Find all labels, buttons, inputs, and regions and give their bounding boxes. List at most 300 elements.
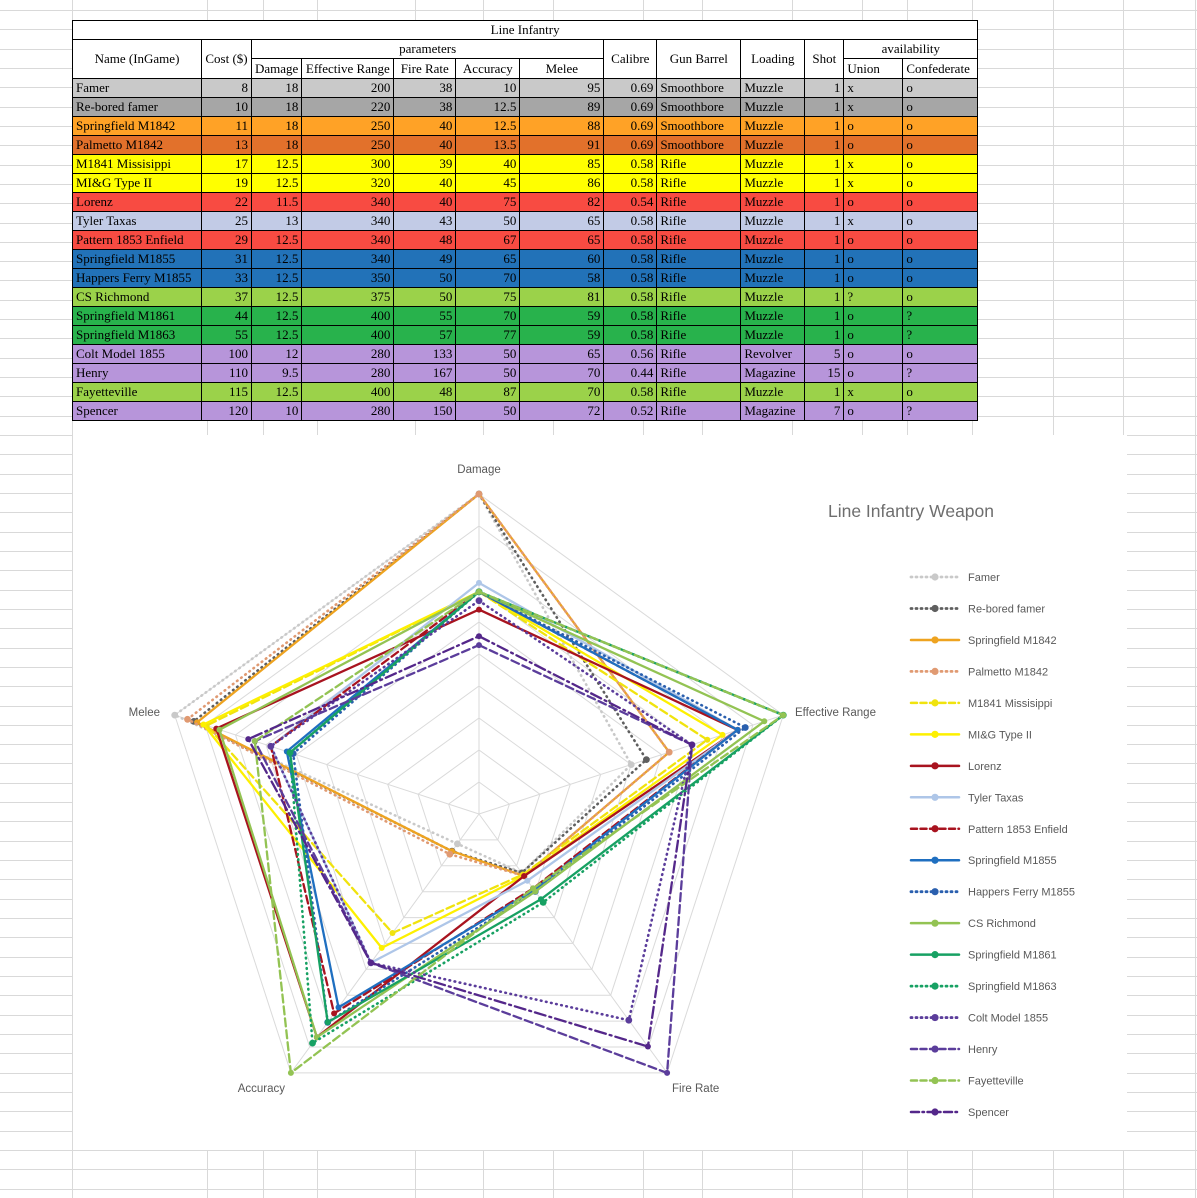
calibre-cell[interactable]: 0.44 xyxy=(604,364,657,383)
damage-cell[interactable]: 18 xyxy=(252,79,302,98)
calibre-cell[interactable]: 0.58 xyxy=(604,212,657,231)
melee-cell[interactable]: 70 xyxy=(520,383,604,402)
header-parameters-group[interactable]: parameters xyxy=(252,40,604,59)
confederate-availability-cell[interactable]: o xyxy=(903,269,978,288)
loading-cell[interactable]: Magazine xyxy=(741,364,805,383)
header-cost[interactable]: Cost ($) xyxy=(202,40,252,79)
damage-cell[interactable]: 11.5 xyxy=(252,193,302,212)
series-marker-tyler-taxas xyxy=(524,878,530,884)
melee-cell[interactable]: 89 xyxy=(520,98,604,117)
cost-cell[interactable]: 115 xyxy=(202,383,252,402)
effective-range-cell[interactable]: 400 xyxy=(302,307,394,326)
accuracy-cell[interactable]: 87 xyxy=(456,383,520,402)
series-marker-palmetto-m1842 xyxy=(666,749,673,756)
gun-barrel-cell[interactable]: Rifle xyxy=(657,307,741,326)
effective-range-cell[interactable]: 300 xyxy=(302,155,394,174)
union-availability-cell[interactable]: o xyxy=(844,326,903,345)
fire-rate-cell[interactable]: 48 xyxy=(394,231,456,250)
gun-barrel-cell[interactable]: Rifle xyxy=(657,288,741,307)
accuracy-cell[interactable]: 12.5 xyxy=(456,117,520,136)
confederate-availability-cell[interactable]: o xyxy=(903,174,978,193)
damage-cell[interactable]: 18 xyxy=(252,136,302,155)
fire-rate-cell[interactable]: 40 xyxy=(394,174,456,193)
header-availability-group[interactable]: availability xyxy=(844,40,978,59)
legend-label: Lorenz xyxy=(968,760,1002,773)
calibre-cell[interactable]: 0.58 xyxy=(604,269,657,288)
gun-barrel-cell[interactable]: Rifle xyxy=(657,250,741,269)
cost-cell[interactable]: 37 xyxy=(202,288,252,307)
legend-item-fayetteville[interactable] xyxy=(911,1076,1024,1088)
effective-range-cell[interactable]: 200 xyxy=(302,79,394,98)
header-name[interactable]: Name (InGame) xyxy=(73,40,202,79)
melee-cell[interactable]: 81 xyxy=(520,288,604,307)
series-marker-fayetteville xyxy=(530,885,536,891)
header-loading[interactable]: Loading xyxy=(741,40,805,79)
legend-item-mi-g-type-ii[interactable] xyxy=(911,729,1032,741)
cost-cell[interactable]: 25 xyxy=(202,212,252,231)
loading-cell[interactable]: Muzzle xyxy=(741,174,805,193)
calibre-cell[interactable]: 0.69 xyxy=(604,117,657,136)
confederate-availability-cell[interactable]: o xyxy=(903,212,978,231)
axis-label-effective-range: Effective Range xyxy=(795,707,876,719)
melee-cell[interactable]: 65 xyxy=(520,231,604,250)
loading-cell[interactable]: Muzzle xyxy=(741,193,805,212)
header-calibre[interactable]: Calibre xyxy=(604,40,657,79)
confederate-availability-cell[interactable]: o xyxy=(903,136,978,155)
series-marker-springfield-m1861 xyxy=(325,1019,331,1025)
shot-cell[interactable]: 7 xyxy=(805,402,844,421)
shot-cell[interactable]: 1 xyxy=(805,136,844,155)
legend-item-springfield-m1863[interactable] xyxy=(911,981,1057,993)
calibre-cell[interactable]: 0.52 xyxy=(604,402,657,421)
union-availability-cell[interactable]: x xyxy=(844,212,903,231)
accuracy-cell[interactable]: 50 xyxy=(456,212,520,231)
fire-rate-cell[interactable]: 39 xyxy=(394,155,456,174)
damage-cell[interactable]: 12.5 xyxy=(252,269,302,288)
accuracy-cell[interactable]: 65 xyxy=(456,250,520,269)
cost-cell[interactable]: 17 xyxy=(202,155,252,174)
weapon-name-cell[interactable]: Henry xyxy=(73,364,202,383)
damage-cell[interactable]: 12 xyxy=(252,345,302,364)
header-fire-rate[interactable]: Fire Rate xyxy=(394,59,456,79)
union-availability-cell[interactable]: o xyxy=(844,402,903,421)
table-row xyxy=(73,326,978,345)
weapon-name-cell[interactable]: Lorenz xyxy=(73,193,202,212)
damage-cell[interactable]: 12.5 xyxy=(252,155,302,174)
shot-cell[interactable]: 1 xyxy=(805,231,844,250)
legend-item-famer[interactable] xyxy=(911,572,1000,584)
legend-label: Re-bored famer xyxy=(968,603,1046,616)
melee-cell[interactable]: 65 xyxy=(520,345,604,364)
weapon-name-cell[interactable]: M1841 Missisippi xyxy=(73,155,202,174)
calibre-cell[interactable]: 0.54 xyxy=(604,193,657,212)
cost-cell[interactable]: 8 xyxy=(202,79,252,98)
fire-rate-cell[interactable]: 40 xyxy=(394,193,456,212)
calibre-cell[interactable]: 0.56 xyxy=(604,345,657,364)
legend-marker xyxy=(931,668,938,675)
legend-item-springfield-m1842[interactable] xyxy=(911,635,1057,647)
effective-range-cell[interactable]: 400 xyxy=(302,326,394,345)
header-melee[interactable]: Melee xyxy=(520,59,604,79)
fire-rate-cell[interactable]: 49 xyxy=(394,250,456,269)
shot-cell[interactable]: 1 xyxy=(805,288,844,307)
legend-item-springfield-m1861[interactable] xyxy=(911,950,1057,962)
effective-range-cell[interactable]: 350 xyxy=(302,269,394,288)
weapon-name-cell[interactable]: Springfield M1842 xyxy=(73,117,202,136)
effective-range-cell[interactable]: 340 xyxy=(302,193,394,212)
fire-rate-cell[interactable]: 57 xyxy=(394,326,456,345)
header-gun-barrel[interactable]: Gun Barrel xyxy=(657,40,741,79)
gun-barrel-cell[interactable]: Rifle xyxy=(657,383,741,402)
shot-cell[interactable]: 1 xyxy=(805,193,844,212)
chart-title[interactable]: Line Infantry Weapon xyxy=(827,501,995,521)
accuracy-cell[interactable]: 77 xyxy=(456,326,520,345)
melee-cell[interactable]: 59 xyxy=(520,307,604,326)
damage-cell[interactable]: 9.5 xyxy=(252,364,302,383)
weapon-name-cell[interactable]: Fayetteville xyxy=(73,383,202,402)
calibre-cell[interactable]: 0.69 xyxy=(604,79,657,98)
loading-cell[interactable]: Muzzle xyxy=(741,383,805,402)
melee-cell[interactable]: 70 xyxy=(520,364,604,383)
damage-cell[interactable]: 12.5 xyxy=(252,250,302,269)
fire-rate-cell[interactable]: 50 xyxy=(394,269,456,288)
confederate-availability-cell[interactable]: o xyxy=(903,155,978,174)
legend-item-henry[interactable] xyxy=(911,1044,998,1056)
confederate-availability-cell[interactable]: o xyxy=(903,98,978,117)
melee-cell[interactable]: 72 xyxy=(520,402,604,421)
legend-item-spencer[interactable] xyxy=(911,1107,1009,1119)
weapon-name-cell[interactable]: Re-bored famer xyxy=(73,98,202,117)
legend-marker xyxy=(931,762,938,769)
union-availability-cell[interactable]: o xyxy=(844,269,903,288)
table-row xyxy=(73,345,978,364)
loading-cell[interactable]: Magazine xyxy=(741,402,805,421)
weapon-name-cell[interactable]: Springfield M1855 xyxy=(73,250,202,269)
union-availability-cell[interactable]: o xyxy=(844,117,903,136)
loading-cell[interactable]: Muzzle xyxy=(741,212,805,231)
shot-cell[interactable]: 1 xyxy=(805,117,844,136)
header-damage[interactable]: Damage xyxy=(252,59,302,79)
legend-item-lorenz[interactable] xyxy=(911,761,1002,773)
loading-cell[interactable]: Muzzle xyxy=(741,288,805,307)
series-line-springfield-m1863[interactable] xyxy=(290,592,783,1043)
shot-cell[interactable]: 1 xyxy=(805,307,844,326)
series-marker-m1841-missisippi xyxy=(704,737,710,743)
accuracy-cell[interactable]: 10 xyxy=(456,79,520,98)
union-availability-cell[interactable]: o xyxy=(844,231,903,250)
legend-label: Colt Model 1855 xyxy=(968,1012,1049,1025)
series-marker-happers-ferry-m1855 xyxy=(742,724,749,731)
confederate-availability-cell[interactable]: o xyxy=(903,193,978,212)
calibre-cell[interactable]: 0.69 xyxy=(604,98,657,117)
calibre-cell[interactable]: 0.58 xyxy=(604,250,657,269)
fire-rate-cell[interactable]: 40 xyxy=(394,136,456,155)
calibre-cell[interactable]: 0.58 xyxy=(604,155,657,174)
accuracy-cell[interactable]: 75 xyxy=(456,288,520,307)
melee-cell[interactable]: 59 xyxy=(520,326,604,345)
weapon-name-cell[interactable]: Pattern 1853 Enfield xyxy=(73,231,202,250)
fire-rate-cell[interactable]: 48 xyxy=(394,383,456,402)
cost-cell[interactable]: 10 xyxy=(202,98,252,117)
confederate-availability-cell[interactable]: ? xyxy=(903,326,978,345)
effective-range-cell[interactable]: 340 xyxy=(302,231,394,250)
loading-cell[interactable]: Revolver xyxy=(741,345,805,364)
legend-item-happers-ferry-m1855[interactable] xyxy=(911,887,1075,899)
confederate-availability-cell[interactable]: o xyxy=(903,345,978,364)
series-marker-springfield-m1863 xyxy=(287,749,294,756)
effective-range-cell[interactable]: 375 xyxy=(302,288,394,307)
union-availability-cell[interactable]: o xyxy=(844,345,903,364)
legend-item-re-bored-famer[interactable] xyxy=(911,603,1045,615)
confederate-availability-cell[interactable]: o xyxy=(903,383,978,402)
axis-label-fire-rate: Fire Rate xyxy=(672,1083,720,1095)
gun-barrel-cell[interactable]: Rifle xyxy=(657,345,741,364)
legend-item-colt-model-1855[interactable] xyxy=(911,1013,1048,1025)
loading-cell[interactable]: Muzzle xyxy=(741,250,805,269)
confederate-availability-cell[interactable]: o xyxy=(903,250,978,269)
fire-rate-cell[interactable]: 43 xyxy=(394,212,456,231)
gun-barrel-cell[interactable]: Rifle xyxy=(657,269,741,288)
fire-rate-cell[interactable]: 133 xyxy=(394,345,456,364)
table-row xyxy=(73,402,978,421)
fire-rate-cell[interactable]: 150 xyxy=(394,402,456,421)
calibre-cell[interactable]: 0.69 xyxy=(604,136,657,155)
effective-range-cell[interactable]: 340 xyxy=(302,212,394,231)
table-row xyxy=(73,117,978,136)
fire-rate-cell[interactable]: 38 xyxy=(394,79,456,98)
accuracy-cell[interactable]: 40 xyxy=(456,155,520,174)
accuracy-cell[interactable]: 50 xyxy=(456,364,520,383)
weapon-name-cell[interactable]: Springfield M1863 xyxy=(73,326,202,345)
series-marker-fayetteville xyxy=(288,1070,294,1076)
damage-cell[interactable]: 12.5 xyxy=(252,326,302,345)
calibre-cell[interactable]: 0.58 xyxy=(604,326,657,345)
gun-barrel-cell[interactable]: Smoothbore xyxy=(657,136,741,155)
damage-cell[interactable]: 12.5 xyxy=(252,383,302,402)
shot-cell[interactable]: 1 xyxy=(805,174,844,193)
cost-cell[interactable]: 120 xyxy=(202,402,252,421)
union-availability-cell[interactable]: o xyxy=(844,364,903,383)
shot-cell[interactable]: 15 xyxy=(805,364,844,383)
shot-cell[interactable]: 1 xyxy=(805,98,844,117)
effective-range-cell[interactable]: 400 xyxy=(302,383,394,402)
table-title[interactable]: Line Infantry xyxy=(73,21,978,40)
melee-cell[interactable]: 91 xyxy=(520,136,604,155)
cost-cell[interactable]: 31 xyxy=(202,250,252,269)
table-row xyxy=(73,136,978,155)
melee-cell[interactable]: 86 xyxy=(520,174,604,193)
melee-cell[interactable]: 58 xyxy=(520,269,604,288)
header-union[interactable]: Union xyxy=(844,59,903,79)
shot-cell[interactable]: 1 xyxy=(805,250,844,269)
melee-cell[interactable]: 82 xyxy=(520,193,604,212)
shot-cell[interactable]: 1 xyxy=(805,212,844,231)
accuracy-cell[interactable]: 70 xyxy=(456,307,520,326)
cost-cell[interactable]: 29 xyxy=(202,231,252,250)
weapon-name-cell[interactable]: CS Richmond xyxy=(73,288,202,307)
series-line-springfield-m1842[interactable] xyxy=(197,494,669,876)
weapon-name-cell[interactable]: Springfield M1861 xyxy=(73,307,202,326)
shot-cell[interactable]: 5 xyxy=(805,345,844,364)
gun-barrel-cell[interactable]: Rifle xyxy=(657,326,741,345)
effective-range-cell[interactable]: 320 xyxy=(302,174,394,193)
damage-cell[interactable]: 18 xyxy=(252,117,302,136)
calibre-cell[interactable]: 0.58 xyxy=(604,231,657,250)
weapon-name-cell[interactable]: Happers Ferry M1855 xyxy=(73,269,202,288)
cost-cell[interactable]: 55 xyxy=(202,326,252,345)
cost-cell[interactable]: 44 xyxy=(202,307,252,326)
damage-cell[interactable]: 12.5 xyxy=(252,288,302,307)
loading-cell[interactable]: Muzzle xyxy=(741,307,805,326)
union-availability-cell[interactable]: x xyxy=(844,155,903,174)
loading-cell[interactable]: Muzzle xyxy=(741,326,805,345)
loading-cell[interactable]: Muzzle xyxy=(741,231,805,250)
weapon-name-cell[interactable]: Tyler Taxas xyxy=(73,212,202,231)
gun-barrel-cell[interactable]: Rifle xyxy=(657,193,741,212)
cost-cell[interactable]: 13 xyxy=(202,136,252,155)
damage-cell[interactable]: 12.5 xyxy=(252,231,302,250)
union-availability-cell[interactable]: x xyxy=(844,98,903,117)
fire-rate-cell[interactable]: 50 xyxy=(394,288,456,307)
cost-cell[interactable]: 100 xyxy=(202,345,252,364)
cost-cell[interactable]: 33 xyxy=(202,269,252,288)
shot-cell[interactable]: 1 xyxy=(805,79,844,98)
gun-barrel-cell[interactable]: Rifle xyxy=(657,174,741,193)
legend-item-m1841-missisippi[interactable] xyxy=(911,698,1052,710)
fire-rate-cell[interactable]: 38 xyxy=(394,98,456,117)
legend-item-pattern-1853-enfield[interactable] xyxy=(911,824,1068,836)
union-availability-cell[interactable]: x xyxy=(844,79,903,98)
gun-barrel-cell[interactable]: Rifle xyxy=(657,364,741,383)
gun-barrel-cell[interactable]: Rifle xyxy=(657,402,741,421)
effective-range-cell[interactable]: 220 xyxy=(302,98,394,117)
fire-rate-cell[interactable]: 167 xyxy=(394,364,456,383)
shot-cell[interactable]: 1 xyxy=(805,326,844,345)
damage-cell[interactable]: 12.5 xyxy=(252,174,302,193)
radar-chart[interactable] xyxy=(73,435,1127,1150)
melee-cell[interactable]: 88 xyxy=(520,117,604,136)
series-marker-m1841-missisippi xyxy=(390,930,396,936)
effective-range-cell[interactable]: 340 xyxy=(302,250,394,269)
shot-cell[interactable]: 1 xyxy=(805,269,844,288)
legend-marker xyxy=(931,731,938,738)
loading-cell[interactable]: Muzzle xyxy=(741,155,805,174)
confederate-availability-cell[interactable]: ? xyxy=(903,402,978,421)
series-marker-spencer xyxy=(645,1044,651,1050)
union-availability-cell[interactable]: o xyxy=(844,307,903,326)
confederate-availability-cell[interactable]: ? xyxy=(903,364,978,383)
union-availability-cell[interactable]: o xyxy=(844,193,903,212)
effective-range-cell[interactable]: 280 xyxy=(302,345,394,364)
shot-cell[interactable]: 1 xyxy=(805,383,844,402)
accuracy-cell[interactable]: 45 xyxy=(456,174,520,193)
calibre-cell[interactable]: 0.58 xyxy=(604,307,657,326)
gun-barrel-cell[interactable]: Smoothbore xyxy=(657,117,741,136)
loading-cell[interactable]: Muzzle xyxy=(741,117,805,136)
gun-barrel-cell[interactable]: Smoothbore xyxy=(657,79,741,98)
gun-barrel-cell[interactable]: Smoothbore xyxy=(657,98,741,117)
gun-barrel-cell[interactable]: Rifle xyxy=(657,231,741,250)
legend-item-springfield-m1855[interactable] xyxy=(911,855,1057,867)
weapon-name-cell[interactable]: Famer xyxy=(73,79,202,98)
weapon-name-cell[interactable]: Palmetto M1842 xyxy=(73,136,202,155)
gridline xyxy=(0,1150,1197,1151)
cost-cell[interactable]: 22 xyxy=(202,193,252,212)
damage-cell[interactable]: 18 xyxy=(252,98,302,117)
loading-cell[interactable]: Muzzle xyxy=(741,136,805,155)
damage-cell[interactable]: 12.5 xyxy=(252,307,302,326)
legend-label: Henry xyxy=(968,1044,998,1057)
melee-cell[interactable]: 95 xyxy=(520,79,604,98)
calibre-cell[interactable]: 0.58 xyxy=(604,288,657,307)
cost-cell[interactable]: 19 xyxy=(202,174,252,193)
series-marker-henry xyxy=(476,642,482,648)
union-availability-cell[interactable]: ? xyxy=(844,288,903,307)
weapon-name-cell[interactable]: Spencer xyxy=(73,402,202,421)
melee-cell[interactable]: 65 xyxy=(520,212,604,231)
union-availability-cell[interactable]: o xyxy=(844,250,903,269)
legend-item-cs-richmond[interactable] xyxy=(911,918,1036,930)
union-availability-cell[interactable]: o xyxy=(844,136,903,155)
loading-cell[interactable]: Muzzle xyxy=(741,269,805,288)
damage-cell[interactable]: 10 xyxy=(252,402,302,421)
effective-range-cell[interactable]: 250 xyxy=(302,117,394,136)
cost-cell[interactable]: 11 xyxy=(202,117,252,136)
effective-range-cell[interactable]: 280 xyxy=(302,402,394,421)
header-confederate[interactable]: Confederate xyxy=(903,59,978,79)
header-accuracy[interactable]: Accuracy xyxy=(456,59,520,79)
accuracy-cell[interactable]: 70 xyxy=(456,269,520,288)
union-availability-cell[interactable]: x xyxy=(844,174,903,193)
melee-cell[interactable]: 85 xyxy=(520,155,604,174)
cost-cell[interactable]: 110 xyxy=(202,364,252,383)
loading-cell[interactable]: Muzzle xyxy=(741,79,805,98)
union-availability-cell[interactable]: x xyxy=(844,383,903,402)
legend-item-palmetto-m1842[interactable] xyxy=(911,666,1048,678)
melee-cell[interactable]: 60 xyxy=(520,250,604,269)
weapon-name-cell[interactable]: Colt Model 1855 xyxy=(73,345,202,364)
accuracy-cell[interactable]: 12.5 xyxy=(456,98,520,117)
fire-rate-cell[interactable]: 40 xyxy=(394,117,456,136)
effective-range-cell[interactable]: 280 xyxy=(302,364,394,383)
confederate-availability-cell[interactable]: o xyxy=(903,79,978,98)
fire-rate-cell[interactable]: 55 xyxy=(394,307,456,326)
accuracy-cell[interactable]: 67 xyxy=(456,231,520,250)
damage-cell[interactable]: 13 xyxy=(252,212,302,231)
effective-range-cell[interactable]: 250 xyxy=(302,136,394,155)
calibre-cell[interactable]: 0.58 xyxy=(604,383,657,402)
confederate-availability-cell[interactable]: ? xyxy=(903,307,978,326)
loading-cell[interactable]: Muzzle xyxy=(741,98,805,117)
accuracy-cell[interactable]: 50 xyxy=(456,345,520,364)
confederate-availability-cell[interactable]: o xyxy=(903,288,978,307)
legend-item-tyler-taxas[interactable] xyxy=(911,792,1024,804)
accuracy-cell[interactable]: 75 xyxy=(456,193,520,212)
weapon-name-cell[interactable]: MI&G Type II xyxy=(73,174,202,193)
accuracy-cell[interactable]: 50 xyxy=(456,402,520,421)
legend-marker xyxy=(931,920,938,927)
gun-barrel-cell[interactable]: Rifle xyxy=(657,212,741,231)
confederate-availability-cell[interactable]: o xyxy=(903,117,978,136)
accuracy-cell[interactable]: 13.5 xyxy=(456,136,520,155)
radar-chart-area[interactable] xyxy=(73,435,1127,1150)
shot-cell[interactable]: 1 xyxy=(805,155,844,174)
confederate-availability-cell[interactable]: o xyxy=(903,231,978,250)
header-shot[interactable]: Shot xyxy=(805,40,844,79)
header-effective-range[interactable]: Effective Range xyxy=(302,59,394,79)
calibre-cell[interactable]: 0.58 xyxy=(604,174,657,193)
gun-barrel-cell[interactable]: Rifle xyxy=(657,155,741,174)
